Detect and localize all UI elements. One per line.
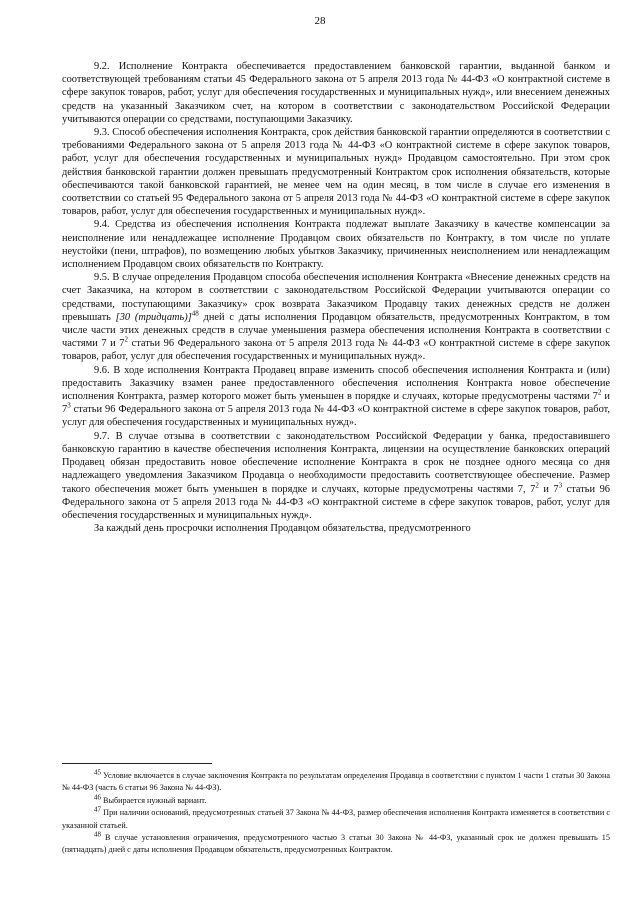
paragraph-9-4 bbox=[62, 218, 610, 271]
superscript: 48 bbox=[94, 830, 101, 839]
text-run: статьи 96 Федерального закона от 5 апреля 2013 года № 44-ФЗ «О контрактной системе в сфере закупок товаров, работ, услуг для обеспечения государственных и муниципальных нужд». bbox=[62, 338, 610, 363]
superscript: 45 bbox=[94, 768, 101, 777]
superscript: 3 bbox=[558, 481, 563, 490]
text-run: 9.5. В случае определения Продавцом способа обеспечения исполнения Контракта «Внесение денежных средств на счет Заказчика, на котором в соответствии с законодательством Российской Федерации учитываются операции со средствами, поступающими Заказчику» срок возврата Заказчиком Продавцу таких денежных средств не должен превышать bbox=[62, 272, 610, 323]
text-run: дней с даты исполнения Продавцом обязательств, предусмотренных Контрактом, в том числе части этих денежных средств в случае уменьшения размера обеспечения исполнения Контракта в соответствии с частями 7 и 7 bbox=[62, 311, 610, 350]
paragraph-penalty bbox=[62, 522, 610, 535]
paragraph-9-5 bbox=[62, 271, 610, 363]
text-run: За каждый день просрочки исполнения Продавцом обязательства, предусмотренного bbox=[94, 523, 471, 535]
italic-placeholder: [30 (тридцать)] bbox=[115, 311, 192, 323]
superscript: 2 bbox=[597, 388, 602, 397]
footnote-46 bbox=[62, 795, 610, 807]
text-run: При наличии оснований, предусмотренных статьей 37 Закона № 44-ФЗ, размер обеспечения исполнения Контракта изменяется в соответствии с указанной статьей. bbox=[62, 808, 610, 830]
text-run: и 7 bbox=[62, 391, 610, 416]
text-run: статьи 96 Федерального закона от 5 апреля 2013 года № 44-ФЗ «О контрактной системе в сфере закупок товаров, работ, услуг для обеспечения государственных и муниципальных нужд». bbox=[62, 404, 610, 429]
text-run: 9.2. Исполнение Контракта обеспечивается предоставлением банковской гарантии, выданной банком и соответствующей требованиям статьи 45 Федерального закона от 5 апреля 2013 года № 44-ФЗ «О контрактной системе в сфере закупок товаров, работ, услуг для обеспечения государственных и муниципальных нужд», или внесением денежных средств на указанный Заказчиком счет, на котором в соответствии с законодательством Российской Федерации учитываются операции со средствами, поступающими Заказчику. bbox=[62, 61, 610, 125]
text-run: 9.6. В ходе исполнения Контракта Продавец вправе изменить способ обеспечения исполнения Контракта и (или) предоставить Заказчику взамен ранее предоставленного обеспечения исполнения Контракта новое обеспечение исполнения Контракта, размер которого может быть уменьшен в порядке и случаях, которые предусмотрены частями 7 bbox=[62, 364, 610, 403]
text-run: Выбирается нужный вариант. bbox=[101, 795, 207, 805]
paragraph-9-3 bbox=[62, 126, 610, 218]
body-text bbox=[62, 60, 610, 535]
superscript: 47 bbox=[94, 805, 101, 814]
text-run: 9.3. Способ обеспечения исполнения Контракта, срок действия банковской гарантии определяются в соответствии с требованиями Федерального закона от 5 апреля 2013 года № 44-ФЗ «О контрактной системе в сфере закупок товаров, работ, услуг для обеспечения государственных и муниципальных нужд» Продавцом самостоятельно. При этом срок действия банковской гарантии должен превышать предусмотренный Контрактом срок исполнения обязательств, которые обеспечиваются такой банковской гарантией, не менее чем на один месяц, в том числе в случае его изменения в соответствии со статьей 95 Федерального закона от 5 апреля 2013 года № 44-ФЗ «О контрактной системе в сфере закупок товаров, работ, услуг для обеспечения государственных и муниципальных нужд». bbox=[62, 127, 610, 218]
paragraph-9-6 bbox=[62, 364, 610, 430]
superscript: 46 bbox=[94, 793, 101, 802]
superscript: 2 bbox=[535, 481, 539, 490]
paragraph-9-7 bbox=[62, 430, 610, 522]
text-run: В случае установления ограничения, предусмотренного частью 3 статьи 30 Закона № 44-ФЗ, указанный срок не должен превышать 15 (пятнадцать) дней с даты исполнения Продавцом обязательств, предусмотренных Контрактом. bbox=[62, 833, 610, 855]
text-run: 9.4. Средства из обеспечения исполнения Контракта подлежат выплате Заказчику в качестве компенсации за неисполнение или ненадлежащее исполнение Продавцом своих обязательств по Контракту, в том числе по уплате неустойки (пени, штрафов), по возмещению любых убытков Заказчику, причиненных неисполнением или ненадлежащим исполнением Продавцом своих обязательств по Контракту. bbox=[62, 219, 610, 271]
text-run: Условие включается в случае заключения Контракта по результатам определения Продавца в соответствии с пунктом 1 части 1 статьи 30 Закона № 44-ФЗ (часть 6 статьи 96 Закона № 44-ФЗ). bbox=[62, 771, 610, 793]
paragraph-9-2 bbox=[62, 60, 610, 126]
superscript: 2 bbox=[124, 335, 128, 344]
text-run: и 7 bbox=[538, 483, 559, 495]
superscript: 3 bbox=[67, 401, 71, 410]
page-number: 28 bbox=[314, 15, 326, 27]
footnote-47 bbox=[62, 807, 610, 832]
footnote-48 bbox=[62, 832, 610, 857]
footnotes bbox=[62, 770, 610, 857]
footnote-45 bbox=[62, 770, 610, 795]
text-run: статьи 96 Федерального закона от 5 апреля 2013 года № 44-ФЗ «О контрактной системе в сфере закупок товаров, работ, услуг для обеспечения государственных и муниципальных нужд». bbox=[62, 483, 610, 521]
text-run: 9.7. В случае отзыва в соответствии с законодательством Российской Федерации у банка, предоставившего банковскую гарантию в качестве обеспечения исполнения Контракта, лицензии на осуществление банковских операций Продавец обязан предоставить новое обеспечение исполнение Контракта в срок не позднее одного месяца со дня надлежащего уведомления Заказчиком Продавца о необходимости предоставить соответствующее обеспечение. Размер такого обеспечения может быть уменьшен в порядке и случаях, которые предусмотрены частями 7, 7 bbox=[62, 430, 610, 495]
footnote-divider bbox=[62, 763, 212, 764]
superscript: 48 bbox=[191, 309, 199, 318]
